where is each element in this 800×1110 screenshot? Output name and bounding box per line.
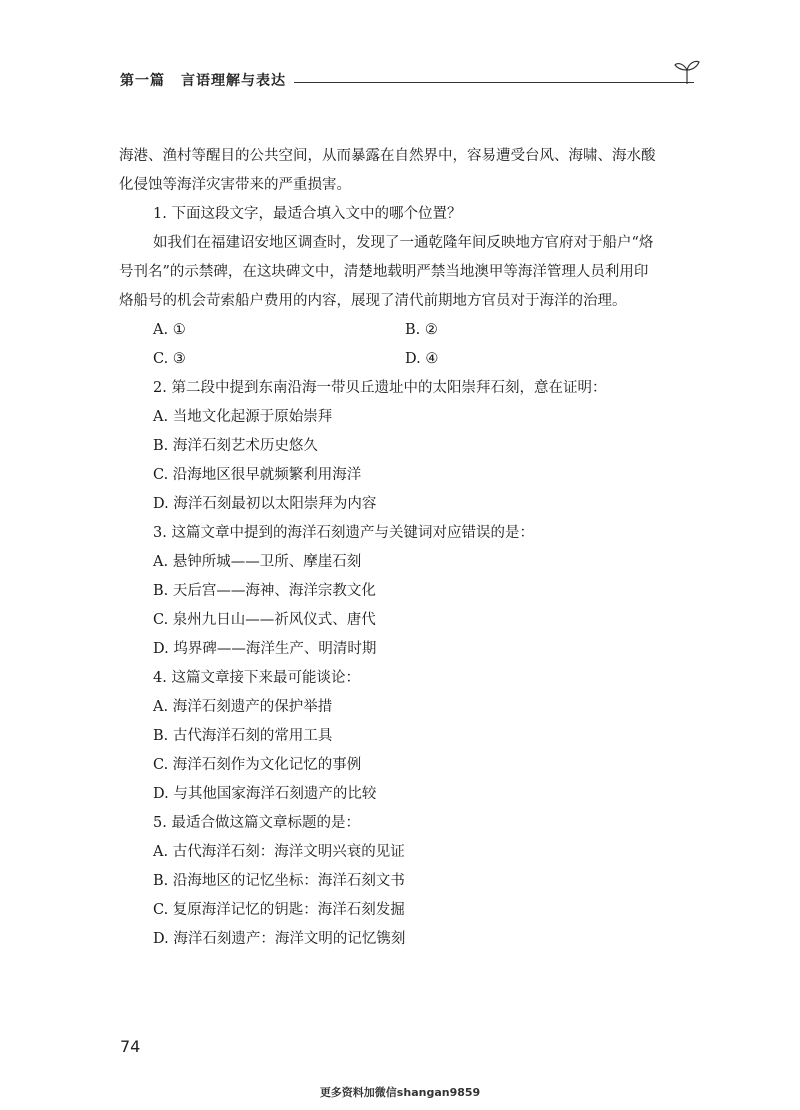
text-line: 化侵蚀等海洋灾害带来的严重损害。 [119, 177, 351, 193]
running-header [120, 70, 690, 94]
page-number: 74 [120, 1037, 141, 1056]
question-2-option-b: B. 海洋石刻艺术历史悠久 [153, 438, 318, 454]
question-1-options-row [119, 345, 701, 374]
chapter-label: 第一篇 [120, 73, 165, 89]
question-3-option-a: A. 悬钟所城——卫所、摩崖石刻 [153, 554, 362, 570]
question-5-option-a: A. 古代海洋石刻：海洋文明兴衰的见证 [153, 844, 405, 860]
question-1-passage: 如我们在福建诏安地区调查时，发现了一通乾隆年间反映地方官府对于船户“烙 [153, 235, 654, 251]
question-4-option-b: B. 古代海洋石刻的常用工具 [153, 728, 333, 744]
question-2-stem: 2. 第二段中提到东南沿海一带贝丘遗址中的太阳崇拜石刻，意在证明： [153, 380, 607, 396]
question-5-stem: 5. 最适合做这篇文章标题的是： [153, 815, 360, 831]
text-line: 海港、渔村等醒目的公共空间，从而暴露在自然界中，容易遭受台风、海啸、海水酸 [119, 148, 656, 164]
question-3-stem: 3. 这篇文章中提到的海洋石刻遗产与关键词对应错误的是： [153, 525, 534, 541]
sprout-icon [672, 56, 702, 86]
header-rule [294, 82, 694, 83]
question-1-option-b: B. ② [405, 322, 438, 338]
footer-note: 更多资料加微信shangan9859 [319, 1086, 481, 1099]
question-4-option-c: C. 海洋石刻作为文化记忆的事例 [153, 757, 362, 773]
question-2-option-c: C. 沿海地区很早就频繁利用海洋 [153, 467, 362, 483]
question-1-stem: 1. 下面这段文字，最适合填入文中的哪个位置？ [153, 206, 462, 222]
question-4-option-a: A. 海洋石刻遗产的保护举措 [153, 699, 333, 715]
question-5-option-c: C. 复原海洋记忆的钥匙：海洋石刻发掘 [153, 902, 405, 918]
header-text [120, 70, 286, 90]
question-3-option-b: B. 天后宫——海神、海洋宗教文化 [153, 583, 376, 599]
question-3-option-c: C. 泉州九日山——祈风仪式、唐代 [153, 612, 376, 628]
question-3-option-d: D. 坞界碑——海洋生产、明清时期 [153, 641, 377, 657]
question-1-option-d: D. ④ [405, 351, 439, 367]
question-1-passage: 号刊名”的示禁碑，在这块碑文中，清楚地载明严禁当地澳甲等海洋管理人员利用印 [119, 264, 649, 280]
question-2-option-a: A. 当地文化起源于原始崇拜 [153, 409, 333, 425]
question-1-passage: 烙船号的机会苛索船户费用的内容，展现了清代前期地方官员对于海洋的治理。 [119, 293, 627, 309]
question-5-option-d: D. 海洋石刻遗产：海洋文明的记忆镌刻 [153, 931, 406, 947]
section-title: 言语理解与表达 [181, 73, 286, 89]
page-content [119, 142, 701, 954]
question-4-option-d: D. 与其他国家海洋石刻遗产的比较 [153, 786, 377, 802]
question-2-option-d: D. 海洋石刻最初以太阳崇拜为内容 [153, 496, 377, 512]
question-5-option-b: B. 沿海地区的记忆坐标：海洋石刻文书 [153, 873, 405, 889]
question-1-option-c: C. ③ [153, 351, 186, 367]
question-1-options-row [119, 316, 701, 345]
question-4-stem: 4. 这篇文章接下来最可能谈论： [153, 670, 360, 686]
question-1-option-a: A. ① [153, 322, 186, 338]
